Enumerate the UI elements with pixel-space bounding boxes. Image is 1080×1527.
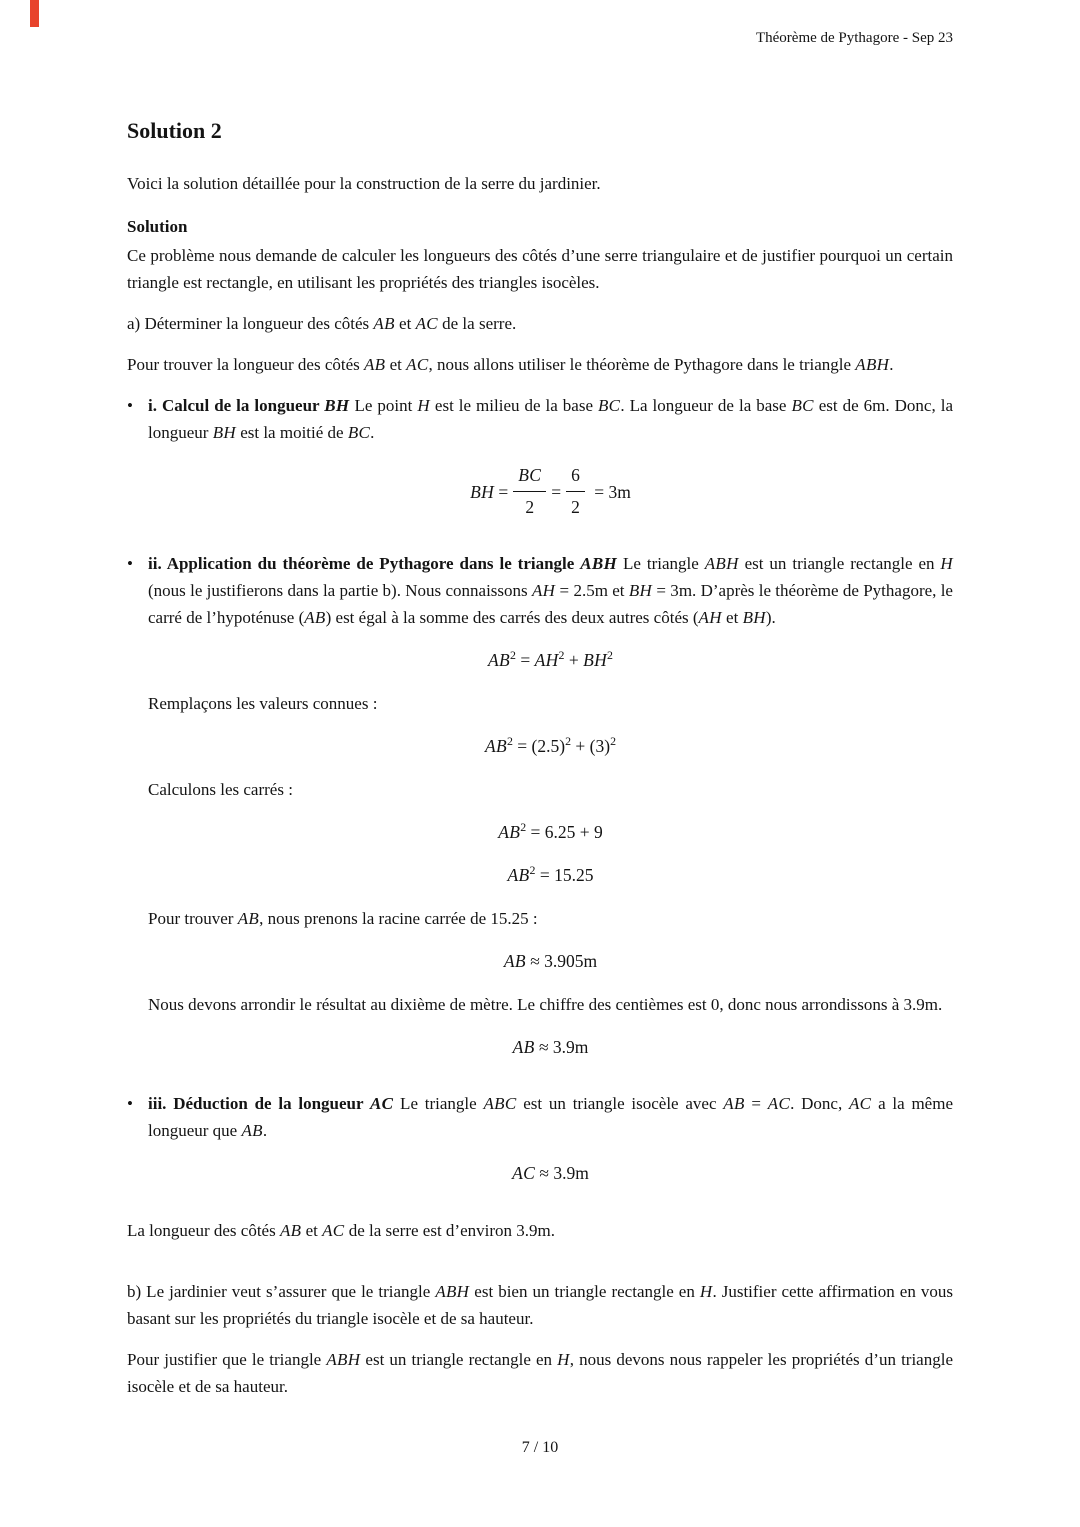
paragraph-round: Nous devons arrondir le résultat au dixième de mètre. Le chiffre des centièmes est 0, donc nous arrondissons à 3.9m. bbox=[148, 995, 943, 1014]
paragraph-overview: Ce problème nous demande de calculer les longueurs des côtés d’une serre triangulaire et de justifier pourquoi un certain triangle est rectangle, en utilisant les propriétés des triangles isocèles. bbox=[127, 246, 953, 292]
bullet-icon: • bbox=[127, 396, 133, 415]
list-item-i bbox=[127, 392, 953, 537]
page-number: 7 / 10 bbox=[521, 1439, 559, 1456]
bookmark-stripe bbox=[30, 0, 39, 27]
paragraph-step-ii: ii. Application du théorème de Pythagore dans le triangle ABH Le triangle ABH est un triangle rectangle en H (nous le justifierons dans la partie b). Nous connaissons AH = 2.5m et BH = 3m. D’après le théorème de Pythagore, le carré de l’hypoténuse (AB) est égal à la somme des carrés des deux autres côtés (AH et BH). bbox=[148, 554, 953, 627]
bullet-icon: • bbox=[127, 1094, 133, 1113]
paragraph-method: Pour trouver la longueur des côtés AB et AC, nous allons utiliser le théorème de Pythagore dans le triangle ABH. bbox=[127, 355, 894, 374]
paragraph-replace: Remplaçons les valeurs connues : bbox=[148, 694, 378, 713]
list-item-body bbox=[148, 550, 953, 1077]
fraction-numerator: BC bbox=[518, 465, 542, 485]
equation-ac: AC ≈ 3.9m bbox=[512, 1163, 589, 1183]
equation-rounded: AB ≈ 3.9m bbox=[512, 1037, 589, 1057]
fraction-numerator: 6 bbox=[571, 465, 580, 485]
paragraph-step-iii: iii. Déduction de la longueur AC Le triangle ABC est un triangle isocèle avec AB = AC. Donc, AC a la même longueur que AB. bbox=[148, 1094, 954, 1140]
solution-heading: Solution bbox=[127, 217, 188, 236]
paragraph-conclusion-a: La longueur des côtés AB et AC de la serre est d’environ 3.9m. bbox=[127, 1221, 555, 1240]
paragraph-step-i: i. Calcul de la longueur BH Le point H est le milieu de la base BC. La longueur de la base BC est de 6m. Donc, la longueur BH est la moitié de BC. bbox=[148, 396, 953, 442]
equation-substitution: $AB^2 = (2.5)^2 + (3)^2$ bbox=[484, 734, 617, 756]
fraction-denominator: 2 bbox=[566, 491, 585, 521]
fraction bbox=[566, 462, 585, 521]
header-title: Théorème de Pythagore - Sep 23 bbox=[755, 30, 953, 46]
equation-sqrt-result: AB ≈ 3.905m bbox=[503, 951, 598, 971]
equation-bh bbox=[148, 462, 953, 521]
page-title: Solution 2 bbox=[127, 118, 222, 143]
equation-mid: = bbox=[551, 482, 562, 503]
fraction bbox=[513, 462, 546, 521]
equation-pythagoras: $AB^2 = AH^2 + BH^2$ bbox=[488, 648, 613, 670]
document-header bbox=[127, 30, 953, 47]
paragraph-method-b: Pour justifier que le triangle ABH est un triangle rectangle en H, nous devons nous rappeler les propriétés d’un triangle isocèle et de sa hauteur. bbox=[127, 1350, 953, 1396]
paragraph-sqrt: Pour trouver AB, nous prenons la racine carrée de 15.25 : bbox=[148, 909, 538, 928]
fraction-denominator: 2 bbox=[513, 491, 546, 521]
equation-lhs: BH = bbox=[470, 482, 509, 503]
paragraph-question-b: b) Le jardinier veut s’assurer que le triangle ABH est bien un triangle rectangle en H. Justifier cette affirmation en vous basant sur les propriétés du triangle isocèle et de sa hauteur. bbox=[127, 1282, 953, 1328]
equation-sum: $AB^2 = 6.25 + 9$ bbox=[498, 820, 603, 842]
list-item-body bbox=[148, 392, 953, 537]
equation-rhs: = 3m bbox=[594, 482, 631, 503]
paragraph-intro: Voici la solution détaillée pour la construction de la serre du jardinier. bbox=[127, 174, 601, 193]
bullet-icon: • bbox=[127, 554, 133, 573]
equation-total: $AB^2 = 15.25$ bbox=[507, 863, 594, 885]
paragraph-question-a: a) Déterminer la longueur des côtés AB et AC de la serre. bbox=[127, 314, 517, 333]
list-item-body bbox=[148, 1090, 953, 1203]
list-item-ii bbox=[127, 550, 953, 1077]
list-item-iii bbox=[127, 1090, 953, 1203]
document-body bbox=[127, 118, 953, 1414]
paragraph-squares: Calculons les carrés : bbox=[148, 780, 293, 799]
